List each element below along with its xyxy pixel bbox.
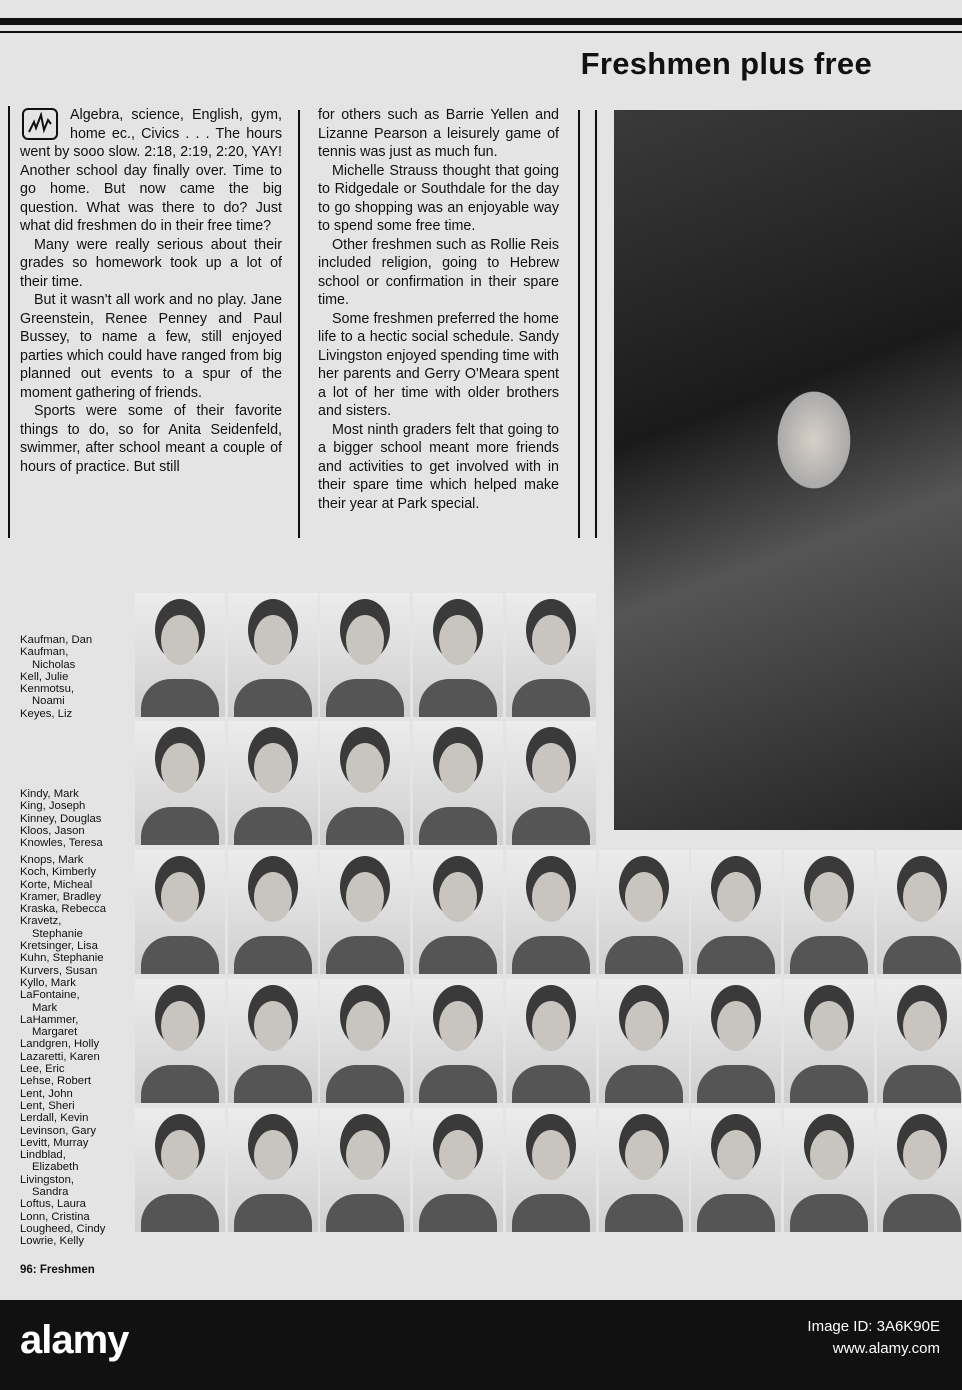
paragraph: Some freshmen preferred the home life to a hectic social schedule. Sandy Livingston enjoyed spending time with her parents and Gerry O'Meara spent a lot of her time with older brothers and sisters.: [318, 310, 559, 419]
student-name: Levinson, Gary: [20, 1124, 96, 1137]
image-info: [807, 1316, 940, 1360]
image-id: Image ID: 3A6K90E: [807, 1318, 940, 1335]
student-name: Lougheed, Cindy: [20, 1222, 106, 1235]
student-name: Nicholas: [32, 658, 76, 671]
student-portrait: [691, 979, 781, 1103]
name-list-2: [20, 788, 103, 849]
student-portrait: [599, 850, 689, 974]
student-name: Lindblad,: [20, 1149, 66, 1162]
paragraph: for others such as Barrie Yellen and Lizanne Pearson a leisurely game of tennis was just as much fun.: [318, 107, 559, 160]
student-portrait: [599, 1108, 689, 1232]
student-name: Lent, John: [20, 1087, 73, 1100]
student-name: Kurvers, Susan: [20, 964, 98, 977]
top-rule-thin: [0, 31, 962, 33]
column-divider: [595, 110, 597, 538]
student-portrait: [135, 979, 225, 1103]
student-portrait: [877, 1108, 962, 1232]
student-name: Kindy, Mark: [20, 788, 79, 800]
student-name: Landgren, Holly: [20, 1038, 100, 1051]
student-name: Margaret: [32, 1026, 78, 1039]
student-name: Keyes, Liz: [20, 707, 73, 720]
page-title: Freshmen plus free: [580, 46, 872, 81]
name-list-1: [20, 634, 92, 720]
student-name: Mark: [32, 1001, 58, 1014]
paragraph: Michelle Strauss thought that going to Ridgedale or Southdale for the day to go shopping was an enjoyable way to spend some free time.: [318, 162, 559, 234]
article-column-1: [20, 106, 282, 476]
student-portrait: [691, 1108, 781, 1232]
student-name: Knowles, Teresa: [20, 837, 103, 850]
student-portrait: [135, 1108, 225, 1232]
student-name: Kloos, Jason: [20, 824, 85, 837]
student-name: Lonn, Cristina: [20, 1210, 90, 1223]
student-portrait: [228, 979, 318, 1103]
paragraph: But it wasn't all work and no play. Jane Greenstein, Renee Penney and Paul Bussey, to name a few, still enjoyed parties which could have ranged from big planned out events to a spur of the moment gathering of friends.: [20, 292, 282, 401]
student-name: Lerdall, Kevin: [20, 1112, 89, 1125]
student-name: Lazaretti, Karen: [20, 1050, 100, 1063]
student-portrait: [877, 850, 962, 974]
student-portrait: [506, 979, 596, 1103]
student-portrait: [320, 850, 410, 974]
student-name: Lent, Sheri: [20, 1099, 75, 1112]
top-rule: [0, 18, 962, 25]
student-portrait: [506, 850, 596, 974]
student-name: Korte, Micheal: [20, 878, 93, 891]
student-name: Koch, Kimberly: [20, 866, 96, 879]
student-portrait: [784, 1108, 874, 1232]
student-name: Knops, Mark: [20, 854, 84, 866]
student-portrait: [506, 721, 596, 845]
student-name: Kuhn, Stephanie: [20, 952, 104, 965]
name-list-3: [20, 854, 106, 1248]
student-name: King, Joseph: [20, 800, 86, 813]
student-portrait: [413, 593, 503, 717]
student-portrait: [320, 1108, 410, 1232]
paragraph: Most ninth graders felt that going to a bigger school meant more friends and activities to get involved with in their spare time which helped make their year at Park special.: [318, 421, 559, 512]
column-divider: [298, 110, 300, 538]
student-name: Kell, Julie: [20, 670, 69, 683]
student-portrait: [506, 1108, 596, 1232]
student-name: Levitt, Murray: [20, 1136, 89, 1149]
student-portrait: [691, 850, 781, 974]
paragraph: Other freshmen such as Rollie Reis included religion, going to Hebrew school or confirmation in their spare time.: [318, 236, 559, 308]
student-name: Kyllo, Mark: [20, 976, 76, 989]
student-portrait: [413, 850, 503, 974]
student-portrait: [320, 979, 410, 1103]
student-name: Kaufman, Dan: [20, 634, 93, 646]
student-portrait: [599, 979, 689, 1103]
student-name: Elizabeth: [32, 1161, 79, 1174]
student-name: Stephanie: [32, 927, 83, 940]
brand-logo: alamy: [20, 1318, 129, 1362]
student-portrait: [413, 721, 503, 845]
student-portrait: [506, 593, 596, 717]
paragraph: Sports were some of their favorite things to do, so for Anita Seidenfeld, swimmer, after school meant a couple of hours of practice. But still: [20, 403, 282, 475]
student-name: Kramer, Bradley: [20, 890, 101, 903]
student-portrait: [135, 850, 225, 974]
student-portrait: [413, 979, 503, 1103]
feature-photo: [614, 110, 962, 830]
student-portrait: [228, 593, 318, 717]
section-logo-icon: [22, 108, 58, 140]
student-portrait: [320, 721, 410, 845]
student-name: Kaufman,: [20, 646, 69, 659]
student-portrait: [784, 979, 874, 1103]
student-name: LaFontaine,: [20, 989, 80, 1002]
column-divider: [8, 106, 10, 538]
article-column-2: [318, 106, 559, 513]
student-name: Lowrie, Kelly: [20, 1235, 85, 1248]
student-portrait: [413, 1108, 503, 1232]
student-portrait: [135, 593, 225, 717]
student-name: Lehse, Robert: [20, 1075, 91, 1088]
student-name: Lee, Eric: [20, 1063, 65, 1076]
student-portrait: [320, 593, 410, 717]
student-portrait: [228, 1108, 318, 1232]
student-name: Loftus, Laura: [20, 1198, 86, 1211]
paragraph: Many were really serious about their grades so homework took up a lot of their time.: [20, 236, 282, 290]
student-name: Sandra: [32, 1186, 69, 1199]
student-name: Kretsinger, Lisa: [20, 940, 98, 953]
site-url: www.alamy.com: [832, 1340, 940, 1357]
student-portrait: [228, 850, 318, 974]
student-portrait: [135, 721, 225, 845]
student-portrait: [228, 721, 318, 845]
student-name: Kraska, Rebecca: [20, 903, 107, 916]
student-name: Kravetz,: [20, 915, 62, 928]
student-name: Kinney, Douglas: [20, 812, 102, 825]
student-name: Kenmotsu,: [20, 683, 75, 696]
student-portrait: [784, 850, 874, 974]
student-name: Livingston,: [20, 1173, 75, 1186]
watermark-footer: [0, 1300, 962, 1390]
page-folio: 96: Freshmen: [20, 1264, 95, 1276]
paragraph: Algebra, science, English, gym, home ec., Civics . . . The hours went by sooo slow. 2:18, 2:19, 2:20, YAY! Another school day finally over. Time to go home. But now came the big question. What was there to do? Just what did freshmen do in their free time?: [20, 107, 282, 234]
column-divider: [578, 110, 580, 538]
student-name: LaHammer,: [20, 1013, 79, 1026]
student-portrait: [877, 979, 962, 1103]
student-name: Noami: [32, 695, 65, 708]
